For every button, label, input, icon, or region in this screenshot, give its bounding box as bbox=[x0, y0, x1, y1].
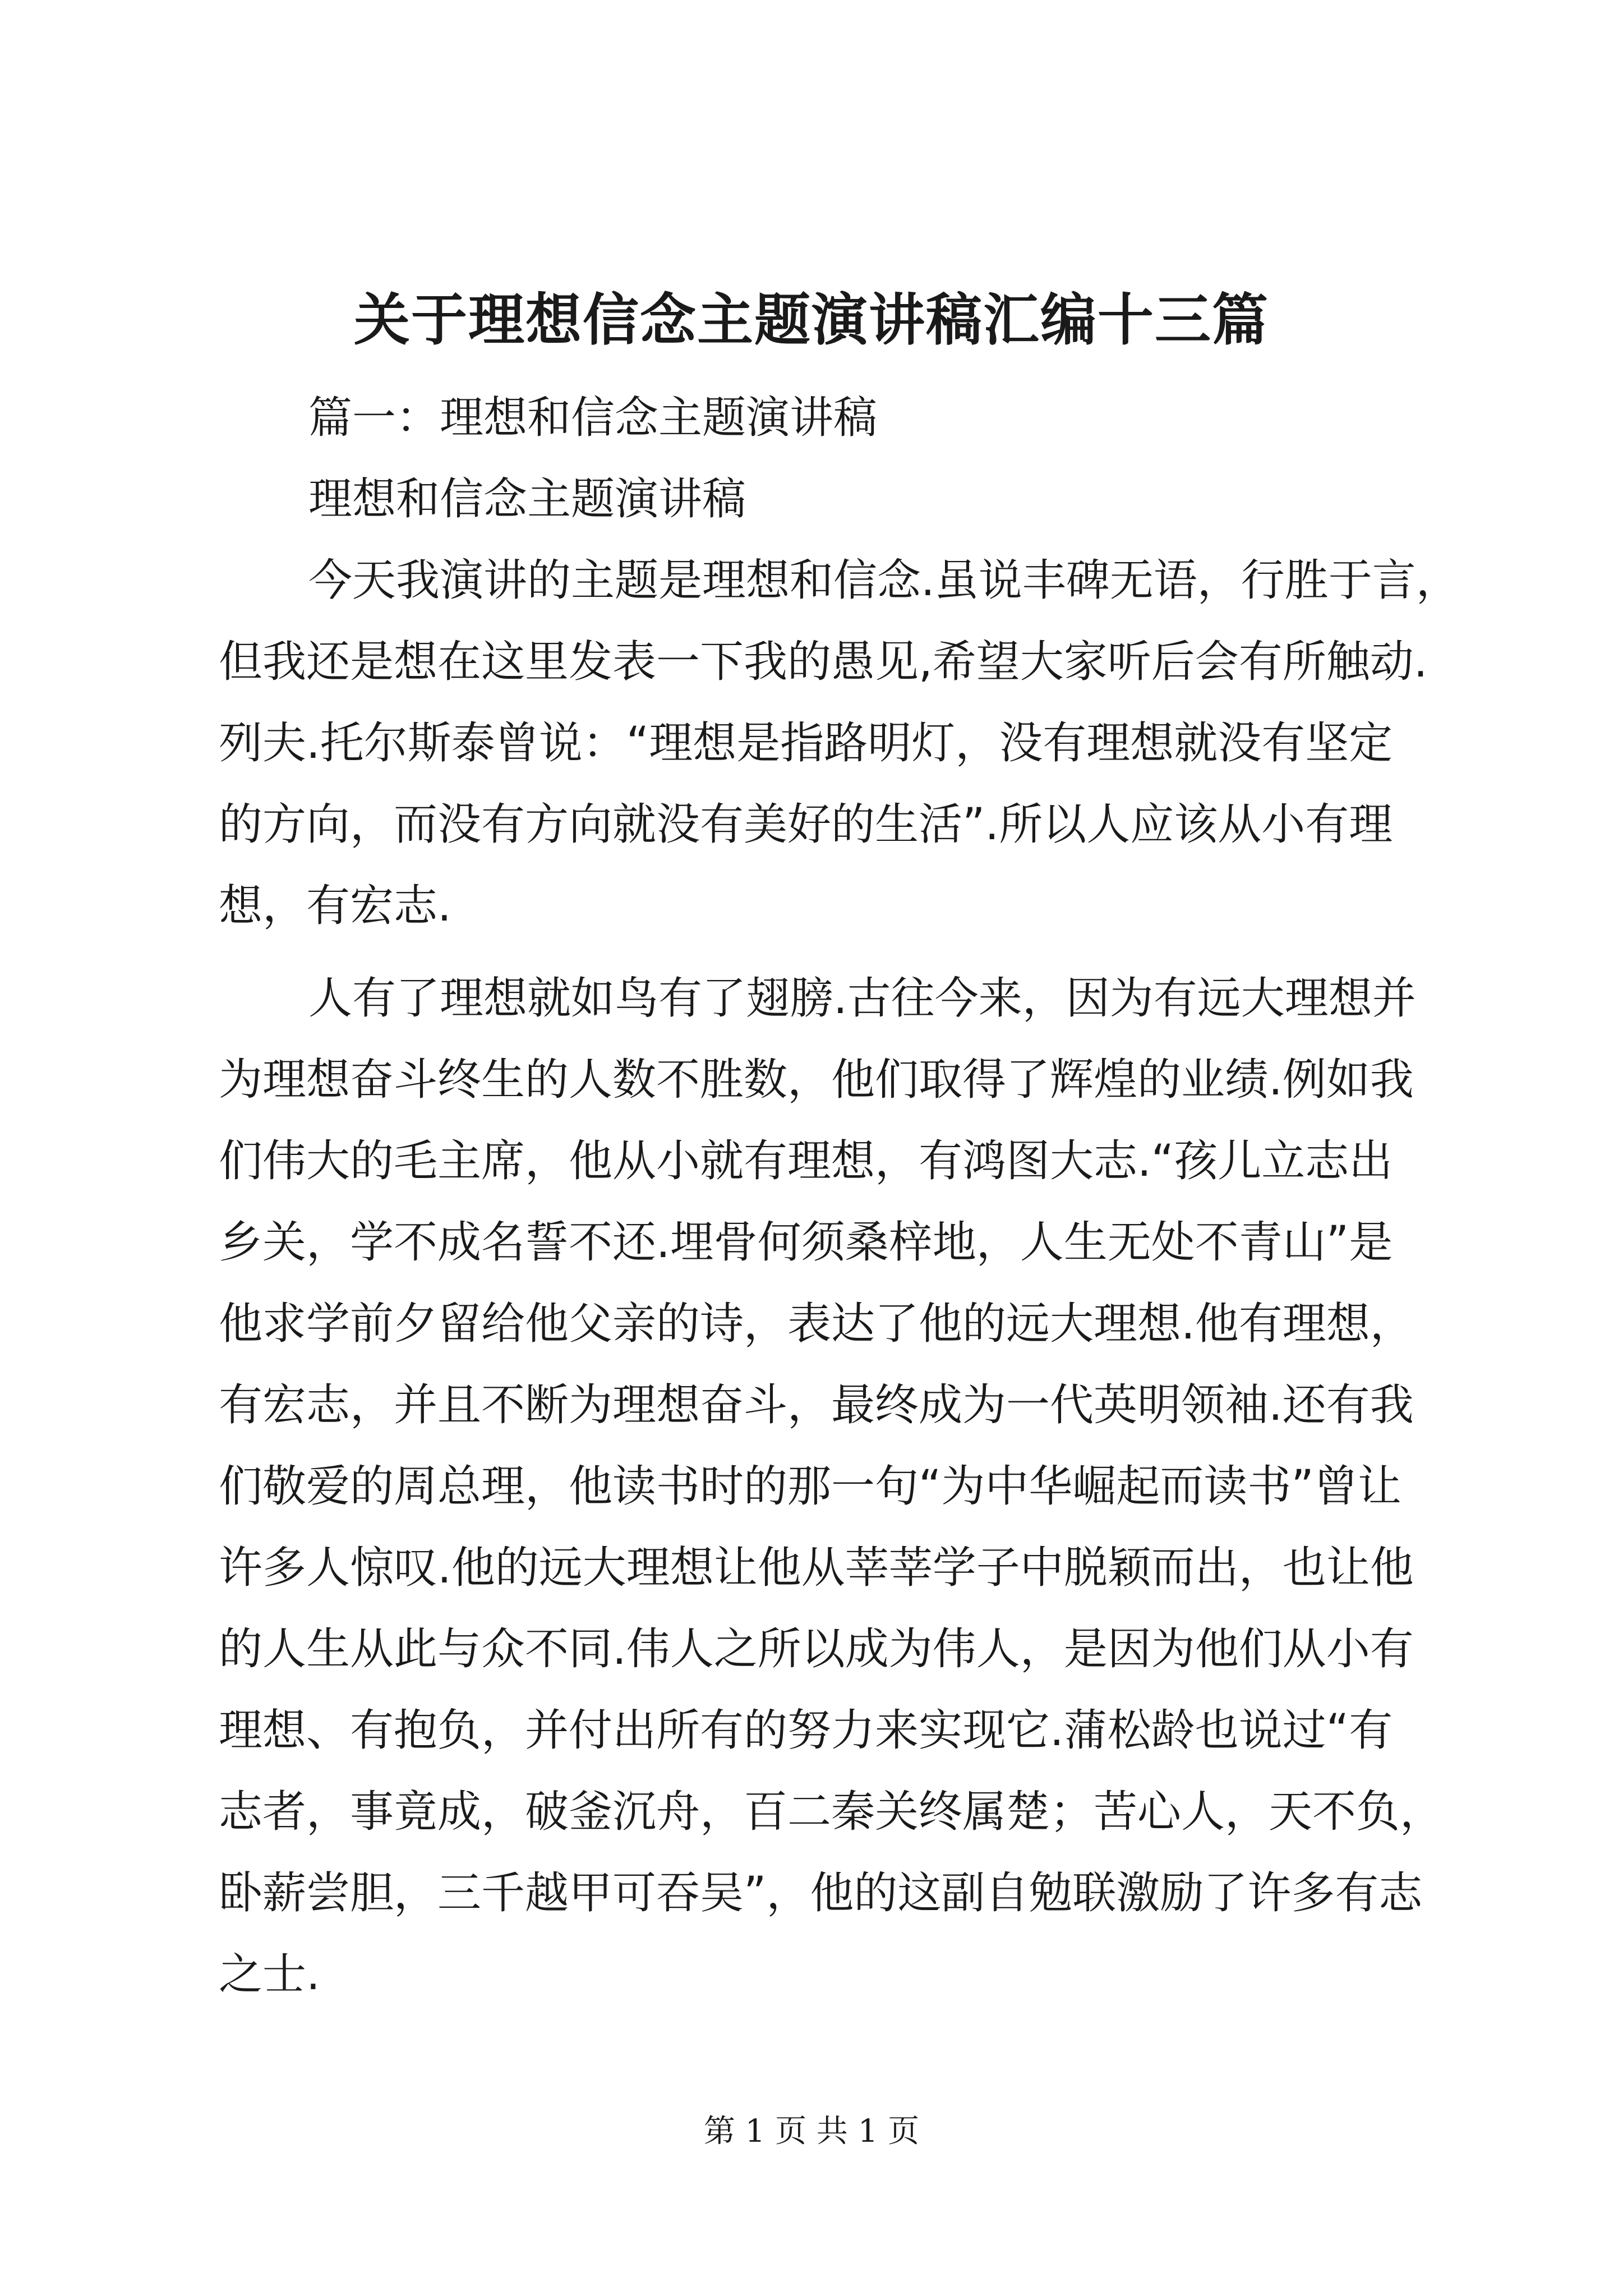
paragraph-2-line-10: 理想、有抱负，并付出所有的努力来实现它.蒲松龄也说过“有 bbox=[219, 1705, 1393, 1756]
paragraph-1-line-5: 想，有宏志. bbox=[219, 881, 451, 931]
paragraph-2-line-11: 志者，事竟成，破釜沉舟，百二秦关终属楚；苦心人，天不负， bbox=[219, 1787, 1444, 1837]
paragraph-2-line-2: 为理想奋斗终生的人数不胜数，他们取得了辉煌的业绩.例如我 bbox=[219, 1055, 1414, 1105]
section-heading: 篇一：理想和信念主题演讲稿 bbox=[308, 393, 878, 443]
paragraph-2-line-9: 的人生从此与众不同.伟人之所以成为伟人，是因为他们从小有 bbox=[219, 1624, 1414, 1674]
paragraph-2-line-12: 卧薪尝胆，三千越甲可吞吴”，他的这副自勉联激励了许多有志 bbox=[219, 1868, 1423, 1918]
paragraph-2-line-13: 之士. bbox=[219, 1949, 320, 2000]
paragraph-1-line-2: 但我还是想在这里发表一下我的愚见,希望大家听后会有所触动. bbox=[219, 637, 1428, 687]
paragraph-2-line-4: 乡关，学不成名誓不还.埋骨何须桑梓地，人生无处不青山”是 bbox=[219, 1217, 1393, 1268]
paragraph-1-line-3: 列夫.托尔斯泰曾说：“理想是指路明灯，没有理想就没有坚定 bbox=[219, 718, 1393, 769]
paragraph-2-line-8: 许多人惊叹.他的远大理想让他从莘莘学子中脱颖而出，也让他 bbox=[219, 1543, 1414, 1593]
paragraph-2-line-5: 他求学前夕留给他父亲的诗，表达了他的远大理想.他有理想， bbox=[219, 1299, 1414, 1349]
sub-heading: 理想和信念主题演讲稿 bbox=[308, 474, 746, 524]
paragraph-1-line-4: 的方向，而没有方向就没有美好的生活”.所以人应该从小有理 bbox=[219, 799, 1393, 850]
paragraph-2-line-3: 们伟大的毛主席，他从小就有理想，有鸿图大志.“孩儿立志出 bbox=[219, 1136, 1393, 1186]
paragraph-2-line-6: 有宏志，并且不断为理想奋斗，最终成为一代英明领袖.还有我 bbox=[219, 1380, 1414, 1430]
document-title: 关于理想信念主题演讲稿汇编十三篇 bbox=[354, 287, 1269, 353]
paragraph-2-line-1: 人有了理想就如鸟有了翅膀.古往今来，因为有远大理想并 bbox=[308, 973, 1416, 1024]
page-footer: 第 1 页 共 1 页 bbox=[703, 2113, 920, 2150]
paragraph-1-line-1: 今天我演讲的主题是理想和信念.虽说丰碑无语，行胜于言， bbox=[308, 555, 1460, 606]
paragraph-2-line-7: 们敬爱的周总理，他读书时的那一句“为中华崛起而读书”曾让 bbox=[219, 1461, 1401, 1512]
